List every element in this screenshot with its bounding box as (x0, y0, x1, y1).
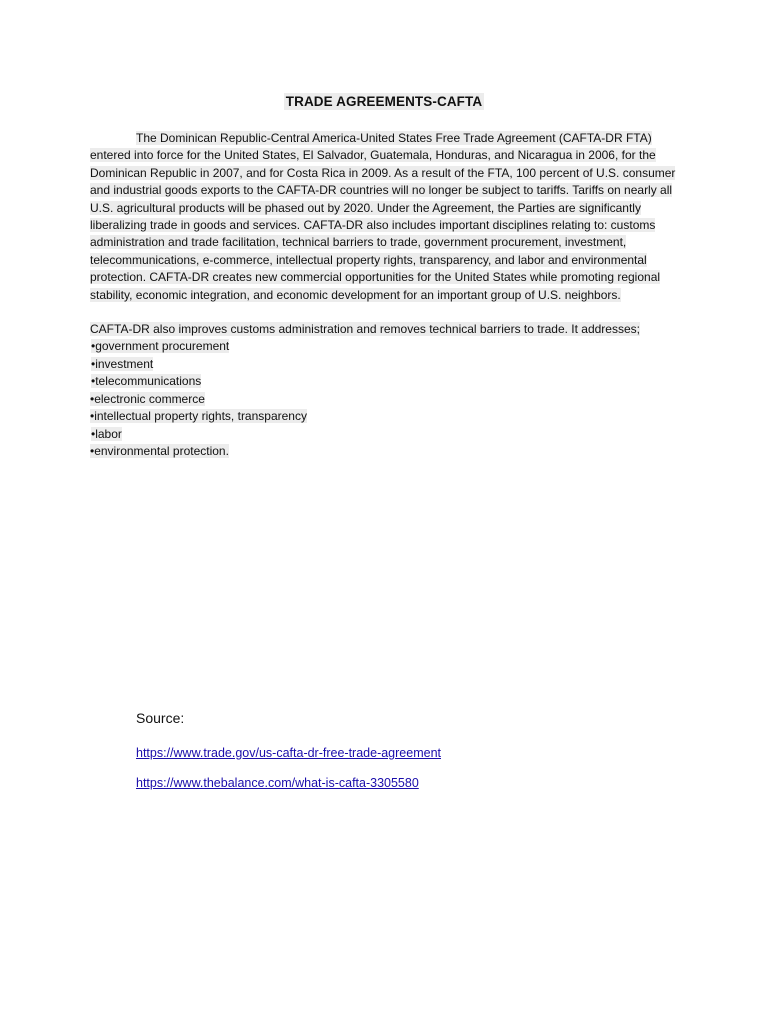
list-item: •labor (91, 426, 122, 441)
intro-paragraph (90, 130, 680, 304)
list-item: •environmental protection. (90, 443, 229, 458)
list-item: •telecommunications (91, 374, 202, 389)
list-item: •electronic commerce (90, 391, 205, 406)
source-link-thebalance[interactable]: https://www.thebalance.com/what-is-cafta-3305580 (136, 776, 419, 790)
sources-section (136, 710, 696, 806)
addresses-paragraph (90, 321, 680, 338)
source-link-trade-gov[interactable]: https://www.trade.gov/us-cafta-dr-free-trade-agreement (136, 746, 441, 760)
document-body (90, 130, 680, 460)
document-title-container (0, 94, 768, 109)
source-label: Source: (136, 710, 185, 726)
list-item: •government procurement (91, 339, 230, 354)
list-item: •investment (91, 356, 154, 371)
document-title: TRADE AGREEMENTS-CAFTA (285, 94, 483, 109)
list-item: •intellectual property rights, transparency (90, 409, 307, 424)
intro-paragraph-text: The Dominican Republic-Central America-United States Free Trade Agreement (CAFTA-DR FTA) entered into force for the United States, El Salvador, Guatemala, Honduras, and Nicaragua in 2006, for the Dominican Republic in 2007, and for Costa Rica in 2009. As a result of the FTA, 100 percent of U.S. consumer and industrial goods exports to the CAFTA-DR countries will no longer be subject to tariffs. Tariffs on nearly all U.S. agricultural products will be phased out by 2020. Under the Agreement, the Parties are significantly liberalizing trade in goods and services. CAFTA-DR also includes important disciplines relating to: customs administration and trade facilitation, technical barriers to trade, government procurement, investment, telecommunications, e-commerce, intellectual property rights, transparency, and labor and environmental protection. CAFTA-DR creates new commercial opportunities for the United States while promoting regional stability, economic integration, and economic development for an important group of U.S. neighbors. (90, 131, 676, 302)
addresses-paragraph-text: CAFTA-DR also improves customs administration and removes technical barriers to trade. It addresses; (90, 322, 640, 337)
topics-list (90, 338, 680, 460)
